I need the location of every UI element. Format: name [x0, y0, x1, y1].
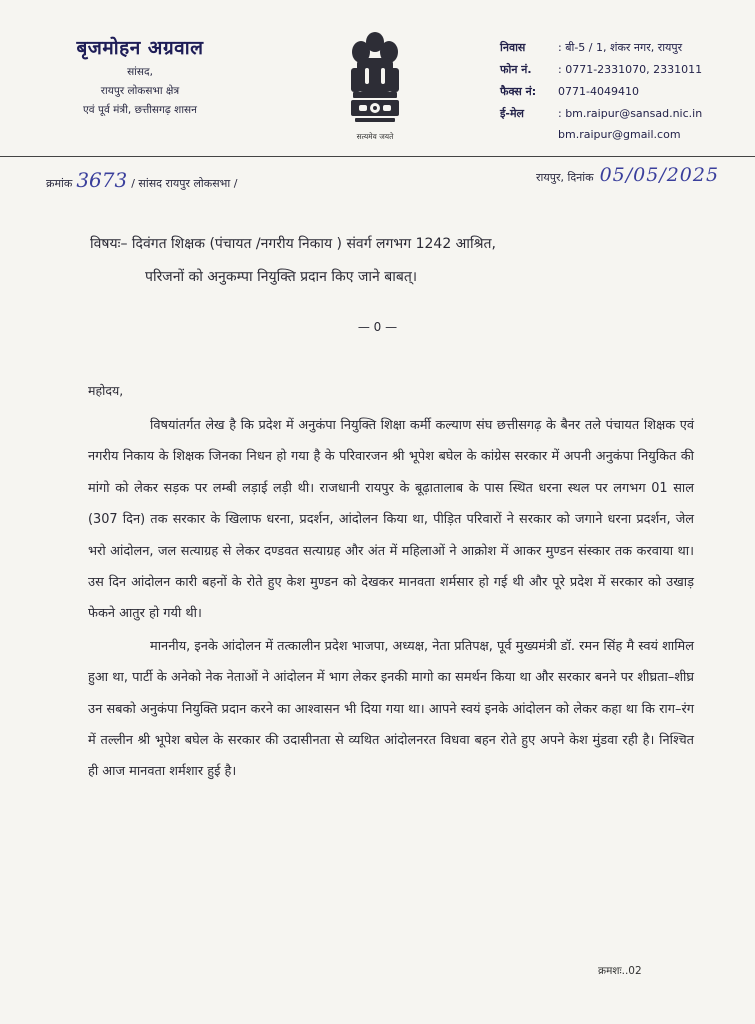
letter-body: [88, 410, 694, 788]
sender-former-post: एवं पूर्व मंत्री, छत्तीसगढ़ शासन: [83, 104, 197, 116]
salutation: महोदय,: [88, 383, 124, 398]
phone-label: फोन नं.: [500, 62, 532, 76]
contact-phone: [500, 58, 702, 80]
reference-suffix: / सांसद रायपुर लोकसभा /: [131, 177, 238, 190]
national-emblem: [342, 28, 408, 146]
date-value: 05/05/2025: [599, 164, 720, 186]
reference-number: 3673: [76, 168, 128, 192]
reference-prefix: क्रमांक: [46, 177, 73, 190]
body-paragraph: माननीय, इनके आंदोलन में तत्कालीन प्रदेश भाजपा, अध्यक्ष, नेता प्रतिपक्ष, पूर्व मुख्यमंत्री डॉ. रमन सिंह मै स्वयं शामिल हुआ था, पार्टी के अनेको नेक नेताओं ने आंदोलन में भाग लेकर इनकी मागो का समर्थन किया था और सरकार बनने पर शीघ्रता–शीघ्र उन सबको अनुकंपा नियुक्ति प्रदान करने का आश्वासन भी दिया गया था। आपने स्वयं इनके आंदोलन को लेकर कहा था कि राग–रंग में तल्लीन श्री भूपेश बघेल के सरकार की उदासीनता से व्यथित आंदोलनरत विधवा बहन रोते हुए अपने केश मुंडवा रही है। निश्चित ही आज मानवता शर्मशार हुई है।: [88, 638, 694, 780]
body-paragraph: विषयांतर्गत लेख है कि प्रदेश में अनुकंपा नियुक्ति शिक्षा कर्मी कल्याण संघ छत्तीसगढ़ के बैनर तले पंचायत शिक्षक एवं नगरीय निकाय के शिक्षक जिनका निधन हो गया है के परिवारजन श्री भूपेश बघेल के कांग्रेस सरकार में अपनी अनुकंपा नियुकित की मांगो को लेकर सड़क पर लम्बी लड़ाई लड़ी थी। राजधानी रायपुर के बूढ़ातालाब के पास स्थित धरना स्थल पर लगभग 01 साल (307 दिन) तक सरकार के खिलाफ धरना, प्रदर्शन, आंदोलन किया था, पीड़ित परिवारों ने सरकार को जगाने धरना प्रदर्शन, जेल भरो आंदोलन, जल सत्याग्रह से लेकर दण्डवत सत्याग्रह और अंत में महिलाओं ने आक्रोश में आकर मुण्डन संस्कार तक करवाया था। उस दिन आंदोलन कारी बहनों के रोते हुए केश मुण्डन को देखकर मानवता शर्मसार हो गई थी और पूरे प्रदेश में सरकार को उखाड़ फेकने आतुर हो गयी थी।: [88, 418, 694, 622]
lion-capital-icon: [345, 28, 405, 130]
residence-value: : बी-5 / 1, शंकर नगर, रायपुर: [558, 40, 683, 54]
emblem-motto: सत्यमेव जयते: [356, 132, 394, 141]
email-label: ई-मेल: [500, 106, 525, 120]
subject-block: [90, 228, 710, 294]
date-prefix: रायपुर, दिनांक: [536, 171, 594, 184]
reference-line: [46, 168, 237, 192]
contact-block: [500, 36, 702, 144]
phone-value: : 0771-2331070, 2331011: [558, 62, 703, 76]
sender-name: बृजमोहन अग्रवाल: [76, 37, 204, 59]
email-value-secondary: bm.raipur@gmail.com: [558, 127, 681, 141]
sender-block: [40, 34, 240, 117]
contact-residence: [500, 36, 702, 58]
contact-fax: [500, 80, 702, 102]
contact-email: [500, 102, 702, 124]
subject-line-2: परिजनों को अनुकम्पा नियुक्ति प्रदान किए जाने बाबत्।: [145, 269, 418, 285]
sender-constituency: रायपुर लोकसभा क्षेत्र: [100, 85, 180, 97]
fax-label: फैक्स नं:: [500, 84, 537, 98]
subject-separator: — 0 —: [357, 320, 398, 334]
sender-designation: सांसद,: [127, 66, 153, 78]
subject-line-1: विषयः– दिवंगत शिक्षक (पंचायत /नगरीय निकाय ) संवर्ग लगभग 1242 आश्रित,: [90, 236, 496, 252]
continued-marker: क्रमशः..02: [598, 965, 642, 977]
email-value-primary: : bm.raipur@sansad.nic.in: [558, 106, 703, 120]
residence-label: निवास: [500, 40, 526, 54]
date-line: [536, 164, 719, 186]
fax-value: 0771-4049410: [558, 84, 639, 98]
header-divider: [0, 156, 755, 157]
